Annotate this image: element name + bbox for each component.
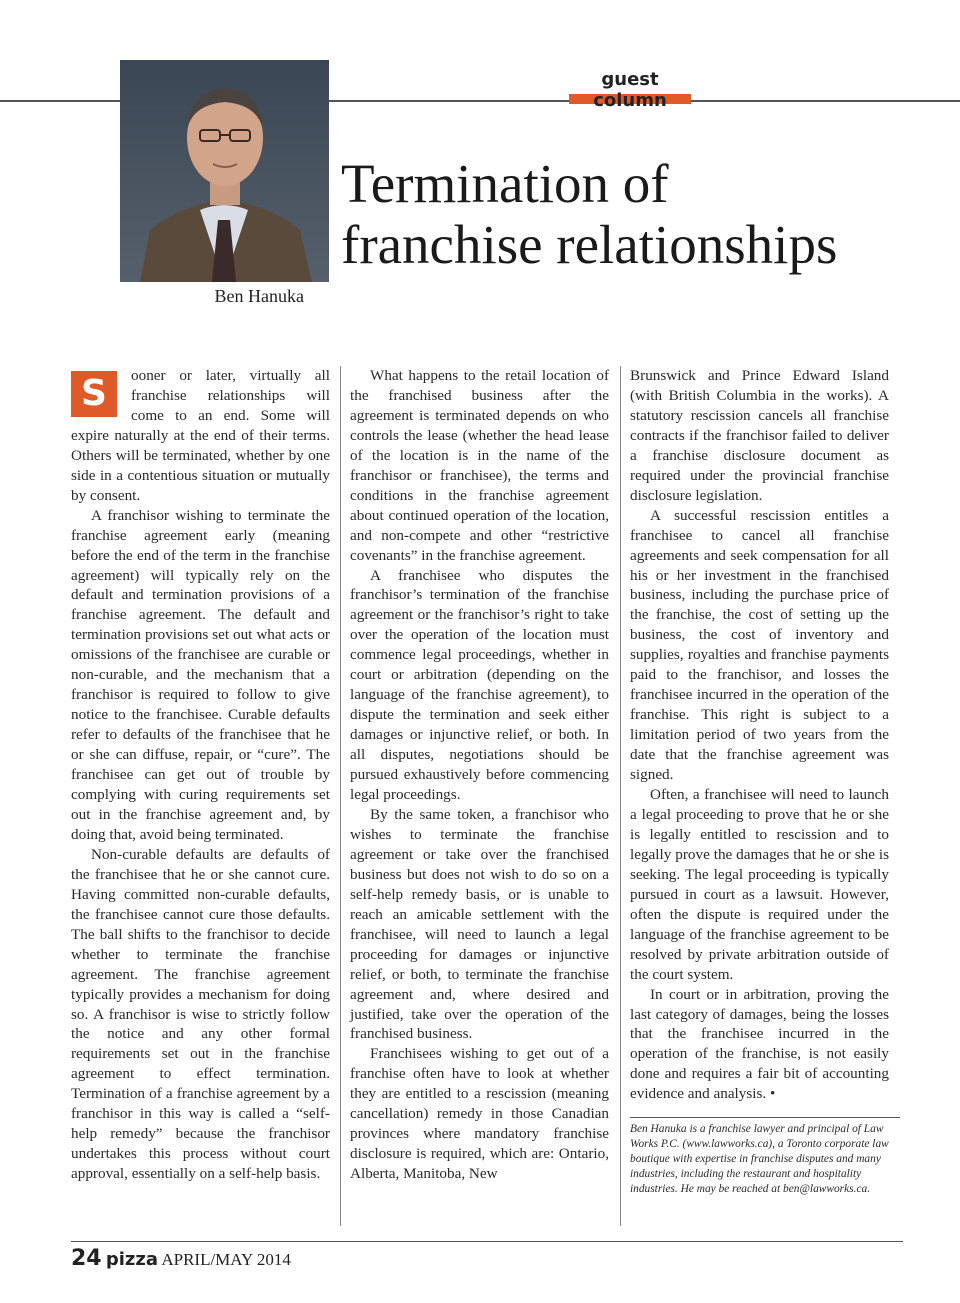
article-column-1 [71,366,330,1184]
paragraph: ooner or later, virtually all franchise relationships will come to an end. Some will expire naturally at the end of their terms. Others will be terminated, whether by one side in a contentious situation or mutually by consent. [71,367,330,504]
paragraph: What happens to the retail location of the franchised business after the agreement is terminated depends on who controls the lease (whether the head lease of the location is in the name of the franchisor or franchisee), the terms and conditions in the franchise agreement about continued operation of the location, and non-compete and other “restrictive covenants” in the franchise agreement. [350,367,609,564]
magazine-name: pizza [105,1249,159,1270]
paragraph: Brunswick and Prince Edward Island (with British Columbia in the works). A statutory rescission cancels all franchise contracts if the franchisor failed to deliver a franchise disclosure document as required under the provincial franchise disclosure legislation. [630,367,889,504]
headline [341,153,837,275]
author-name: Ben Hanuka [214,286,304,306]
paragraph: A franchisor wishing to terminate the franchise agreement early (meaning before the end of the term in the franchise agreement) will typically rely on the default and termination provisions of a franchise agreement. The default and termination provisions set out what acts or omissions of the franchisee are curable or non-curable, and the mechanism that a franchisor is required to follow to give notice to the franchisee. Curable defaults refer to defaults of the franchisee that he or she can diffuse, repair, or “cure”. The franchisee can get out of trouble by complying with curing requirements set out in the franchise agreement and, by doing that, avoid being terminated. [71,506,330,843]
paragraph: A franchisee who disputes the franchisor’s termination of the franchise agreement or the franchisor’s right to take over the operation of the location must commence legal proceedings, whether in court or arbitration (depending on the language of the franchise agreement), to dispute the termination and seek either damages or injunctive relief, or both. In all disputes, negotiations should be pursued exhaustively before commencing legal proceedings. [350,566,609,804]
issue-date: APRIL/MAY 2014 [161,1250,291,1269]
bio-divider [630,1117,900,1118]
page-number: 24 [71,1246,102,1271]
headline-line-1: Termination of [341,153,669,214]
author-bio: Ben Hanuka is a franchise lawyer and principal of Law Works P.C. (www.lawworks.ca), a Toronto corporate law boutique with expertise in franchise disputes and many industries, including the restaurant and hospitality industries. He may be reached at ben@lawworks.ca. [630,1123,889,1195]
paragraph: Non-curable defaults are defaults of the franchisee that he or she cannot cure. Having committed non-curable defaults, the franchisee cannot cure those defaults. The ball shifts to the franchisor to decide whether to terminate the franchise agreement. The franchise agreement typically provides a mechanism for doing so. A franchisor is wise to strictly follow the notice and any other formal requirements set out in the franchise agreement to effect termination. Termination of a franchise agreement by a franchisor in this way is called a “self-help remedy” because the franchisor undertakes this process without court approval, essentially on a self-help basis. [71,845,330,1183]
footer-rule [71,1241,903,1242]
paragraph: Often, a franchisee will need to launch a legal proceeding to prove that he or she is legally entitled to rescission and to legally prove the damages that he or she is seeking. The legal proceeding is typically pursued in court as a lawsuit. However, often the dispute is required under the language of the franchise agreement to be resolved by private arbitration outside of the court system. [630,786,889,983]
article-column-2 [350,366,609,1184]
paragraph: In court or in arbitration, proving the last category of damages, being the losses that the franchisee incurred in the operation of the franchise, is not easily done and requires a fair bit of accounting evidence and analysis. • [630,985,889,1103]
paragraph: By the same token, a franchisor who wishes to terminate the franchise agreement or take over the franchised business but does not wish to do so on a self-help remedy basis, or is unable to reach an amicable settlement with the franchisee, will need to launch a legal proceeding for damages or injunctive relief, or both, to terminate the franchise agreement and, where desired and justified, take over the operation of the franchised business. [350,805,609,1043]
section-label: guest column [593,69,667,111]
headline-line-2: franchise relationships [341,214,838,275]
column-divider [620,366,621,1226]
column-divider [340,366,341,1226]
article-column-3 [630,366,889,1104]
paragraph: A successful rescission entitles a franchisee to cancel all franchise agreements and seek compensation for all his or her investment in the franchised business, including the purchase price of the franchise, the cost of setting up the business, the cost of inventory and supplies, royalties and franchise payments paid to the franchisor, and losses the franchisee incurred in the operation of the franchise. This right is subject to a limitation period of two years from the date that the franchise agreement was signed. [630,506,889,784]
author-photo [120,60,329,282]
page-footer [71,1246,291,1271]
drop-cap: S [71,371,117,417]
paragraph: Franchisees wishing to get out of a franchise often have to look at whether they are entitled to a rescission (meaning cancellation) remedy in those Canadian provinces where mandatory franchise disclosure is required, which are: Ontario, Alberta, Manitoba, New [350,1045,609,1183]
